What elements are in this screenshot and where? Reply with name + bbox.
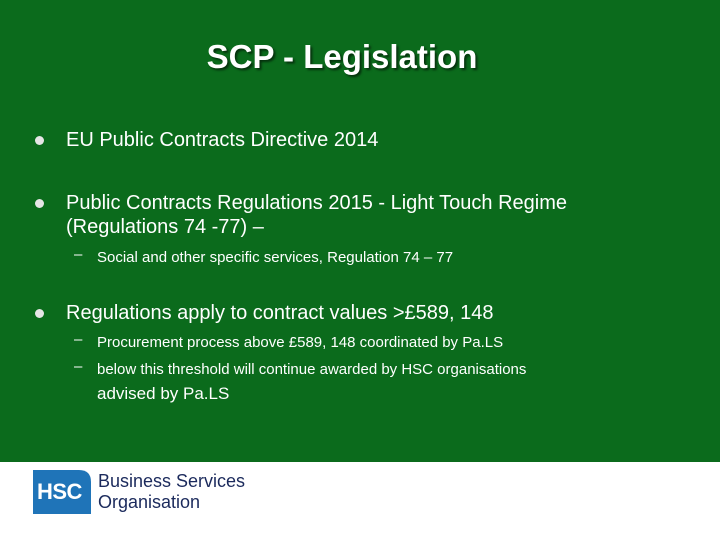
bullet-dot-icon: [35, 136, 44, 145]
hsc-logo-text: HSC: [37, 479, 82, 504]
dash-icon: –: [74, 246, 83, 263]
sub-bullet-text: Social and other specific services, Regulation 74 – 77: [97, 249, 454, 266]
dash-icon: –: [74, 331, 83, 348]
bullet-text: Regulations apply to contract values >£589, 148: [66, 302, 494, 324]
logo-line-1: Business Services: [98, 471, 246, 491]
bullet-dot-icon: [35, 199, 44, 208]
sub-bullet-text-continued: advised by Pa.LS: [97, 384, 230, 403]
logo-line-2: Organisation: [98, 492, 201, 512]
sub-bullet-text: Procurement process above £589, 148 coordinated by Pa.LS: [97, 334, 504, 351]
bullet-text: Public Contracts Regulations 2015 - Light Touch Regime: [66, 192, 568, 214]
bso-logo: [33, 470, 253, 520]
bullet-text: EU Public Contracts Directive 2014: [66, 129, 379, 151]
dash-icon: –: [74, 358, 83, 375]
bullet-text-continued: (Regulations 74 -77) –: [66, 216, 264, 238]
sub-bullet-text: below this threshold will continue awarded by HSC organisations: [97, 361, 527, 378]
slide-title: SCP - Legislation: [206, 38, 478, 75]
bullet-dot-icon: [35, 309, 44, 318]
